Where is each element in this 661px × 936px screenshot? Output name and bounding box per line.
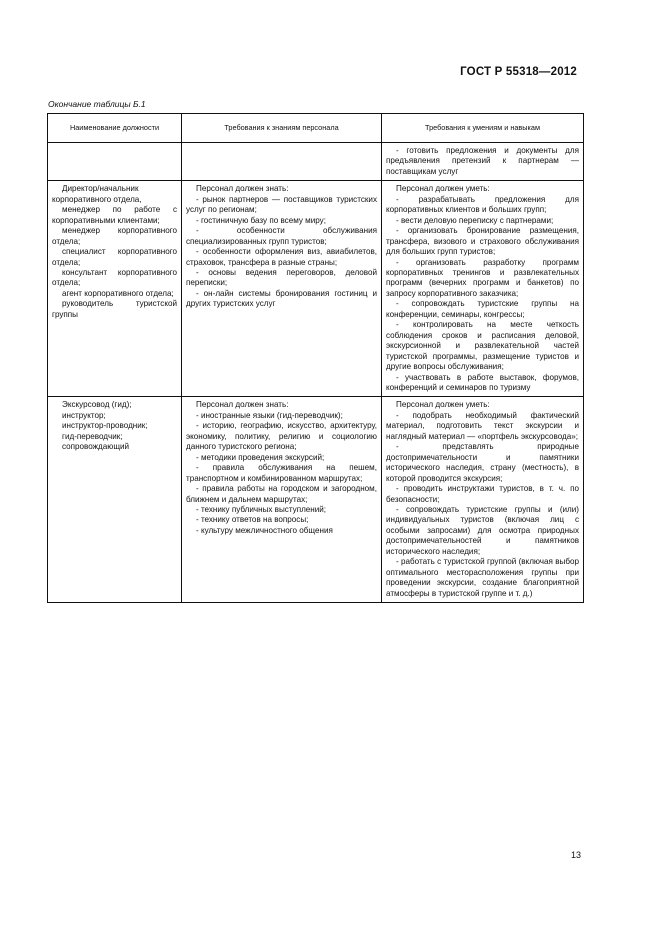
cell-position <box>48 143 182 181</box>
cell-line: - контролировать на месте четкость соблюдения сроков и расписания деловой, экскурсионной и развлекательной частей туристской программы, размещение туристов и другие вопросы обслуживания; <box>386 320 579 372</box>
cell-line: - представлять природные достопримечательности и памятники исторического наследия, страну (местность), в которой проводится экскурсия; <box>386 442 579 483</box>
cell-line: Персонал должен знать: <box>196 184 289 194</box>
table-caption: Окончание таблицы Б.1 <box>48 99 146 109</box>
cell-skills <box>382 181 584 397</box>
cell-line: Экскурсовод (гид); <box>62 400 132 410</box>
cell-line: - разрабатывать предложения для корпоративных клиентов и больших групп; <box>386 194 579 215</box>
cell-line: Персонал должен уметь: <box>396 184 490 194</box>
cell-line: - сопровождать туристские группы на конференции, семинары, конгрессы; <box>386 299 579 319</box>
cell-position <box>48 397 182 603</box>
cell-line: - правила обслуживания на пешем, транспортном и комбинированном маршрутах; <box>186 463 377 483</box>
cell-line: - работать с туристской группой (включая выбор оптимального месторасположения группы при проведении экскурсии, создание благоприятной атмосферы в туристской группе и т. д.) <box>386 557 579 598</box>
cell-line: - организовать бронирование размещения, трансфера, визового и страхового обслуживания для больших групп туристов; <box>386 226 579 257</box>
cell-line: - особенности оформления виз, авиабилетов, страховок, трансфера в разные страны; <box>186 247 377 267</box>
cell-line: менеджер по работе с корпоративными клиентами; <box>52 205 177 225</box>
cell-line: - технику ответов на вопросы; <box>196 515 309 525</box>
cell-skills <box>382 143 584 181</box>
page-number: 13 <box>571 850 582 860</box>
cell-line: - технику публичных выступлений; <box>196 504 327 514</box>
cell-knowledge <box>182 181 382 397</box>
cell-line: - участвовать в работе выставок, форумов, конференций и семинаров по туризму <box>386 372 579 392</box>
cell-line: - готовить предложения и документы для предъявления претензий к партнерам — поставщикам услуг <box>386 146 579 176</box>
cell-line: - особенности обслуживания специализированных групп туристов; <box>186 226 377 246</box>
document-id: ГОСТ Р 55318—2012 <box>460 66 577 78</box>
cell-knowledge <box>182 143 382 181</box>
header-position: Наименование должности <box>48 114 182 143</box>
cell-line: агент корпоративного отдела; <box>62 288 174 298</box>
table-row <box>48 397 584 603</box>
cell-line: - организовать разработку программ корпоративных тренингов и развлекательных программ (вечерних программ и банкетов) по запросу корпоративного заказчика; <box>386 257 579 298</box>
cell-line: - правила работы на городском и загородном, ближнем и дальнем маршрутах; <box>186 484 377 504</box>
cell-line: гид-переводчик; <box>62 431 123 441</box>
cell-line: руководитель туристской группы <box>52 299 177 319</box>
table-row <box>48 181 584 397</box>
cell-line: менеджер корпоративного отдела; <box>52 226 177 246</box>
cell-line: Персонал должен знать: <box>196 400 289 410</box>
cell-skills <box>382 397 584 603</box>
cell-line: - сопровождать туристские группы и (или) индивидуальных туристов (включая лиц с особыми запросами) для осмотра природных достопримечательностей и памятников исторического наследия; <box>386 504 579 556</box>
cell-line: - подобрать необходимый фактический материал, подготовить текст экскурсии и наглядный материал — «портфель экскурсовода»; <box>386 410 579 441</box>
cell-line: консультант корпоративного отдела; <box>52 267 177 288</box>
cell-line: - культуру межличностного общения <box>196 525 333 535</box>
cell-position <box>48 181 182 397</box>
cell-line: инструктор; <box>62 410 106 420</box>
cell-line: - рынок партнеров — поставщиков туристских услуг по регионам; <box>186 194 377 215</box>
cell-line: инструктор-проводник; <box>62 421 148 431</box>
header-knowledge: Требования к знаниям персонала <box>182 114 382 143</box>
cell-knowledge <box>182 397 382 603</box>
cell-line: Персонал должен уметь: <box>396 400 490 410</box>
cell-line: сопровождающий <box>62 442 130 452</box>
table-row <box>48 143 584 181</box>
table-header-row <box>48 114 584 143</box>
cell-line: - историю, географию, искусство, архитектуру, экономику, политику, религию и социологию данного туристского региона; <box>186 421 377 452</box>
cell-line: - проводить инструктажи туристов, в т. ч. по безопасности; <box>386 484 579 504</box>
cell-line: - методики проведения экскурсий; <box>196 452 325 462</box>
requirements-table <box>47 113 584 603</box>
cell-line: Директор/начальник корпоративного отдела, <box>52 184 142 204</box>
cell-line: - вести деловую переписку с партнерами; <box>396 215 554 225</box>
cell-line: - иностранные языки (гид-переводчик); <box>196 410 343 420</box>
header-skills: Требования к умениям и навыкам <box>382 114 584 143</box>
cell-line: - основы ведения переговоров, деловой переписки; <box>186 267 377 288</box>
cell-line: специалист корпоративного отдела; <box>52 247 177 267</box>
cell-line: - гостиничную базу по всему миру; <box>196 215 326 225</box>
cell-line: - он-лайн системы бронирования гостиниц и других туристских услуг <box>186 288 377 309</box>
